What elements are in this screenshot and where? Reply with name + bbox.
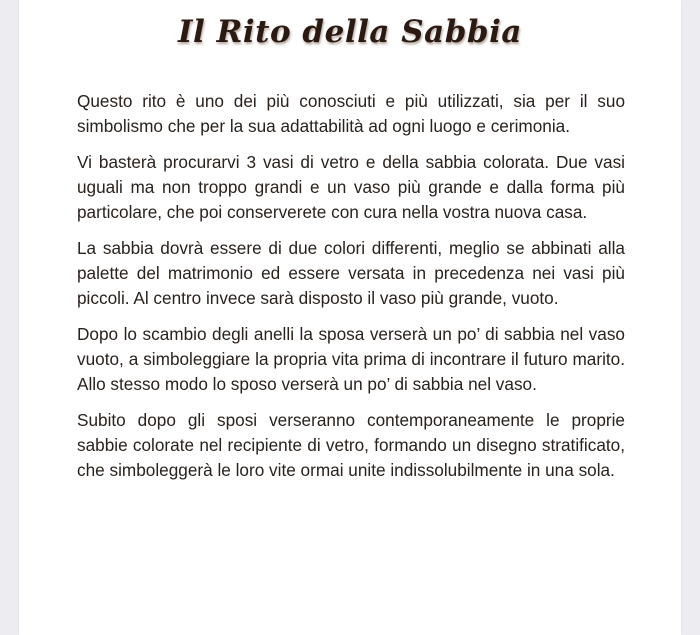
document-body: [77, 89, 625, 494]
document-page: [19, 0, 681, 635]
paragraph-sand-colors: La sabbia dovrà essere di due colori differenti, meglio se abbinati alla palette del matrimonio ed essere versata in precedenza nei vasi più piccoli. Al centro invece sarà disposto il vaso più grande, vuoto.: [77, 238, 625, 308]
paragraph-conclusion: Subito dopo gli sposi verseranno contemporaneamente le proprie sabbie colorate nel recipiente di vetro, formando un disegno stratificato, che simboleggerà le loro vite ormai unite indissolubilmente in una sola.: [77, 410, 625, 480]
paragraph-ceremony: Dopo lo scambio degli anelli la sposa verserà un po’ di sabbia nel vaso vuoto, a simboleggiare la propria vita prima di incontrare il futuro marito. Allo stesso modo lo sposo verserà un po’ di sabbia nel vaso.: [77, 324, 625, 394]
document-title: Il Rito della Sabbia: [178, 14, 522, 50]
paragraph-materials: Vi basterà procurarvi 3 vasi di vetro e della sabbia colorata. Due vasi uguali ma non troppo grandi e un vaso più grande e dalla forma più particolare, che poi conserverete con cura nella vostra nuova casa.: [77, 152, 625, 222]
paragraph-intro: Questo rito è uno dei più conosciuti e più utilizzati, sia per il suo simbolismo che per la sua adattabilità ad ogni luogo e cerimonia.: [77, 91, 625, 136]
